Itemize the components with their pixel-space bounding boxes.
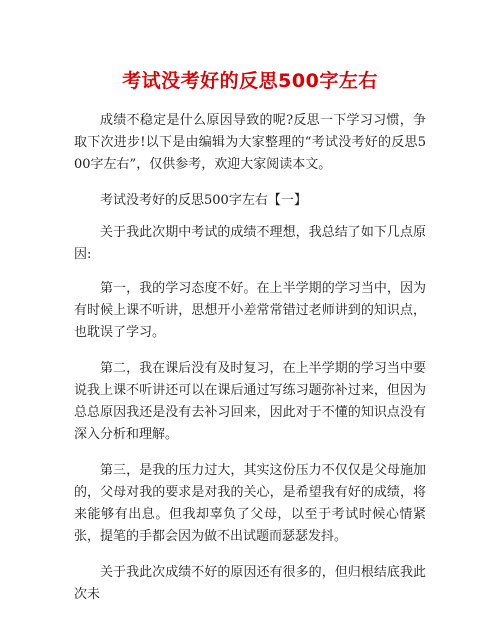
body-paragraph-3: 第二，我在课后没有及时复习，在上半学期的学习当中要说我上课不听讲还可以在课后通过写练习题弥补过来，但因为总总原因我还是没有去补习回来，因此对于不懂的知识点没有深入分析和理解。 xyxy=(74,361,426,442)
body-paragraph-5: 关于我此次成绩不好的原因还有很多的，但归根结底我此次未 xyxy=(74,565,426,602)
body-paragraph-1: 关于我此次期中考试的成绩不理想，我总结了如下几点原因: xyxy=(74,225,426,262)
intro-paragraph: 成绩不稳定是什么原因导致的呢?反思一下学习习惯，争取下次进步!以下是由编辑为大家整理的“考试没考好的反思500字左右”，仅供参考，欢迎大家阅读本文。 xyxy=(74,113,426,172)
body-paragraph-2: 第一，我的学习态度不好。在上半学期的学习当中，因为有时候上课不听讲，思想开小差常常错过老师讲到的知识点，也耽误了学习。 xyxy=(74,281,426,340)
document-body xyxy=(74,110,426,620)
document-title: 考试没考好的反思500字左右 xyxy=(122,70,378,92)
body-paragraph-4: 第三，是我的压力过大，其实这份压力不仅仅是父母施加的，父母对我的要求是对我的关心，是希望我有好的成绩，将来能够有出息。但我却辜负了父母，以至于考试时候心情紧张，提笔的手都会因为做不出试题而瑟瑟发抖。 xyxy=(74,463,426,544)
section-title: 考试没考好的反思500字左右【一】 xyxy=(100,193,307,208)
